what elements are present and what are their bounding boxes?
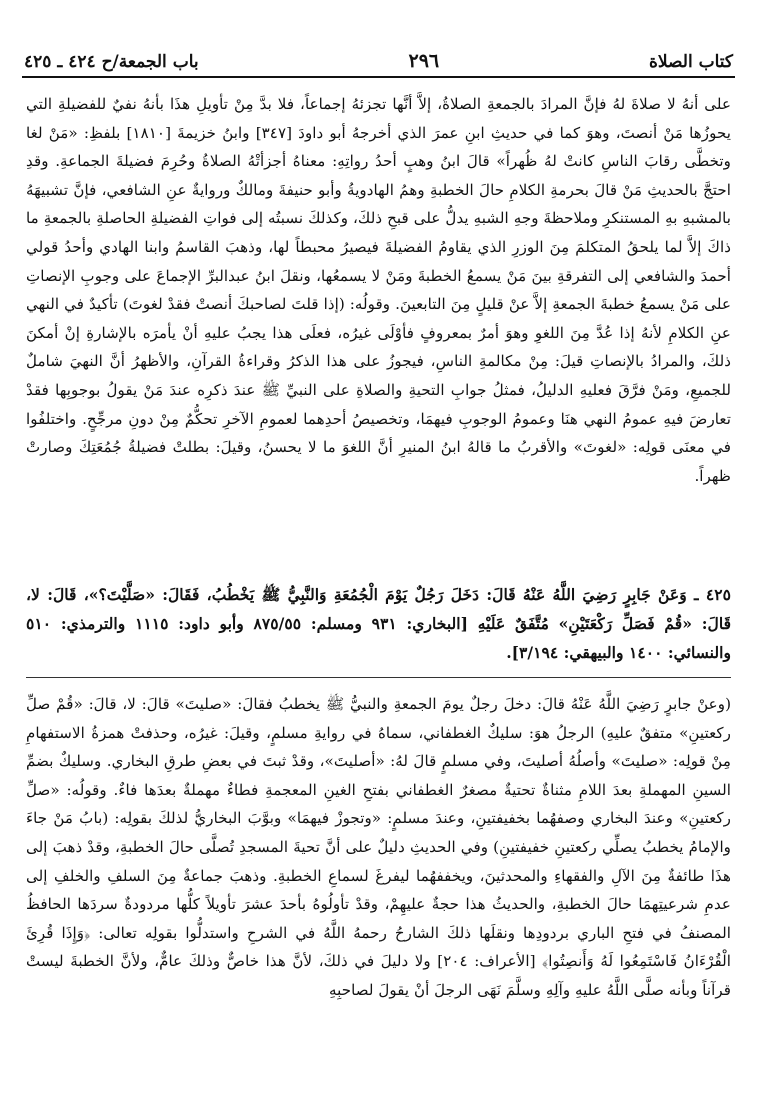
- section-divider: [26, 677, 731, 678]
- header-section-title: باب الجمعة/ح ٤٢٤ ـ ٤٢٥: [24, 52, 199, 72]
- page-number: ٢٩٦: [408, 50, 440, 72]
- hadith-paragraph: [26, 580, 731, 667]
- running-header: [24, 46, 733, 72]
- commentary-on-hadith-425: [26, 690, 731, 1005]
- commentary-paragraph: (وعنْ جابرٍ رَضِيَ اللَّهُ عَنْهُ قالَ: دخلَ رجلٌ يومَ الجمعةِ والنبيُّ ﷺ يخطبُ فقالَ: «صليتَ» قالَ: لا، قالَ: «قُمْ صلِّ ركعتينِ» متفقٌ عليهِ) الرجلُ هوَ: سليكٌ الغطفاني، سماهُ في روايةِ مسلمٍ، وقيلَ: غيرُه، وحذفتْ همزةُ الاستفهامِ مِنْ قولِه: «صليتَ» وأصلُهُ أصليتَ، وفي مسلمٍ قالَ لهُ: «أصليتَ»، وقدْ ثبتَ في بعضِ طرقِ البخاري. وسليكٌ بضمِّ السينِ المهملةِ بعدَ اللامِ مثناةٌ تحتيةٌ مصغرٌ الغطفاني بفتحِ الغينِ المعجمةِ فطاءٌ مهملةٌ بعدَها فاءٌ. وقولُه: «صلِّ ركعتينِ» وعندَ البخاري وصفهُما بخفيفتينِ، وعندَ مسلمٍ: «وتجوزْ فيهمَا» وبوَّبَ البخاريُّ لذلكَ بقولِه: (بابُ مَنْ جاءَ والإمامُ يخطبُ يصلِّي ركعتينِ خفيفتينِ) وفي الحديثِ دليلٌ على أنَّ تحيةَ المسجدِ تُصلَّى حالَ الخطبةِ، وقدْ ذهبَ إلى هذَا طائفةٌ مِنَ الآلِ والفقهاءِ والمحدثينَ، ويخففهُما ليفرغَ لسماعِ الخطبةِ. وذهبَ جماعةٌ مِنَ السلفِ والخلفِ إلى عدمِ شرعيتِهمَا حالَ الخطبةِ، والحديثُ هذا حجةٌ عليهِمْ، وقدْ تأولُوهُ بأحدَ عشرَ تأويلاً كلُّها مردودةٌ سردَها الحافظُ المصنفُ في فتحِ الباري بردودِها ونقلَها ذلكَ الشارحُ رحمهُ اللَّهُ في الشرحِ واستدلُّوا بقولِه تعالى: ﴿وَإِذَا قُرِئَ الْقُرْءَانُ فَاسْتَمِعُوا لَهُ وَأَنصِتُوا﴾ [الأعراف: ٢٠٤] ولا دليلَ في ذلكَ، لأنَّ هذا خاصٌّ وذلكَ عامٌّ، ولأنَّ الخطبةَ ليستْ قرآناً وبأنه صلَّى اللَّهُ عليهِ وآلِهِ وسلَّمَ نَهَى الرجلَ أنْ يقولَ لصاحبِهِ: [26, 695, 731, 999]
- hadith-number: ٤٢٥: [705, 585, 731, 604]
- hadith-425: [26, 580, 731, 667]
- hadith-text: ـ وَعَنْ جَابِرٍ رَضِيَ اللَّهُ عَنْهُ قَالَ: دَخَلَ رَجُلٌ يَوْمَ الْجُمُعَةِ وَالنَّبِيُّ ﷺ يَخْطُبُ، فَقَالَ: «صَلَّيْتَ؟»، قَالَ: لا، قَالَ: «قُمْ فَصَلِّ رَكْعَتَيْنِ» مُتَّفَقٌ عَلَيْهِ [البخاري: ٩٣١ ومسلم: ٨٧٥/٥٥ وأبو داود: ١١١٥ والترمذي: ٥١٠ والنسائي: ١٤٠٠ والبيهقي: ٣/١٩٤].: [26, 585, 732, 662]
- header-chapter-title: كتاب الصلاة: [648, 52, 733, 72]
- commentary-on-hadith-424: [26, 90, 731, 490]
- header-rule: [22, 76, 735, 78]
- commentary-paragraph: على أنهُ لا صلاةَ لهُ فإنَّ المرادَ بالجمعةِ الصلاةُ، إلاَّ أنَّها تجزئهُ إجماعاً، فلا بدَّ مِنْ تأويلِ هذَا بأنهُ نفيٌ للفضيلةِ التي يحوزُها مَنْ أنصتَ، وهوَ كما في حديثِ ابنِ عمرَ الذي أخرجهُ أبو داودَ [٣٤٧] وابنُ خزيمةَ [١٨١٠] بلفظِ: «مَنْ لغا وتخطَّى رقابَ الناسِ كانتْ لهُ ظُهراً» قالَ ابنُ وهبٍ أحدُ رواتِهِ: معناهُ أجزأتْهُ الصلاةُ وحُرِمَ فضيلةَ الجماعةِ. وقدِ احتجَّ بالحديثِ مَنْ قالَ بحرمةِ الكلامِ حالَ الخطبةِ وهمُ الهادويةُ وأبو حنيفةَ ومالكٌ وروايةٌ عنِ الشافعي، فإنَّ تشبيهَهُ بالمشبهِ بهِ المستنكرِ وملاحظةَ وجهِ الشبهِ يدلُّ على قبحِ ذلكَ، وكذلكَ نسبتُه إلى فواتِ الفضيلةِ الحاصلةِ بالجمعةِ ما ذاكَ إلاَّ لما يلحقُ المتكلمَ مِنَ الوزرِ الذي يقاومُ الفضيلةَ فيصيرُ محبطاً لها، وذهبَ القاسمُ وابنا الهادي وأحدُ قولي أحمدَ والشافعي إلى التفرقةِ بينَ مَنْ يسمعُ الخطبةَ ومَنْ لا يسمعُها، ونقلَ ابنُ عبدالبرِّ الإجماعَ على وجوبِ الإنصاتِ على مَنْ يسمعُ خطبةَ الجمعةِ إلاَّ عنْ قليلٍ مِنَ التابعينَ. وقولُه: (إذا قلتَ لصاحبكَ أنصتْ فقدْ لغوتَ) تأكيدٌ في النهي عنِ الكلامِ لأنهُ إذا عُدَّ مِنَ اللغوِ وهوَ أمرٌ بمعروفٍ فأوْلَى غيرُه، فعلَى هذا يجبُ عليهِ أنْ يأمرَه بالإشارةِ إنْ أمكنَ ذلكَ، والمرادُ بالإنصاتِ قيلَ: مِنْ مكالمةِ الناسِ، فيجوزُ على هذا الذكرُ وقراءةُ القرآنِ، والأظهرُ أنَّ النهيَ شاملٌ للجميعِ، ومَنْ فرَّقَ فعليهِ الدليلُ، فمثلُ جوابِ التحيةِ والصلاةِ على النبيِّ ﷺ عندَ ذكرِه عندَ مَنْ يقولُ بوجوبِها فقدْ تعارضَ فيهِ عمومُ النهي هنَا وعمومُ الوجوبِ فيهمَا، وتخصيصُ أحدِهما لعمومِ الآخرِ تحكُّمٌ مِنْ دونِ مرجِّحٍ. واختلفُوا في معنَى قولِه: «لغوتَ» والأقربُ ما قالهُ ابنُ المنيرِ أنَّ اللغوَ ما لا يحسنُ، وقيلَ: بطلتْ فضيلةُ جُمُعَتِكَ وصارتْ ظهراً.: [26, 95, 732, 485]
